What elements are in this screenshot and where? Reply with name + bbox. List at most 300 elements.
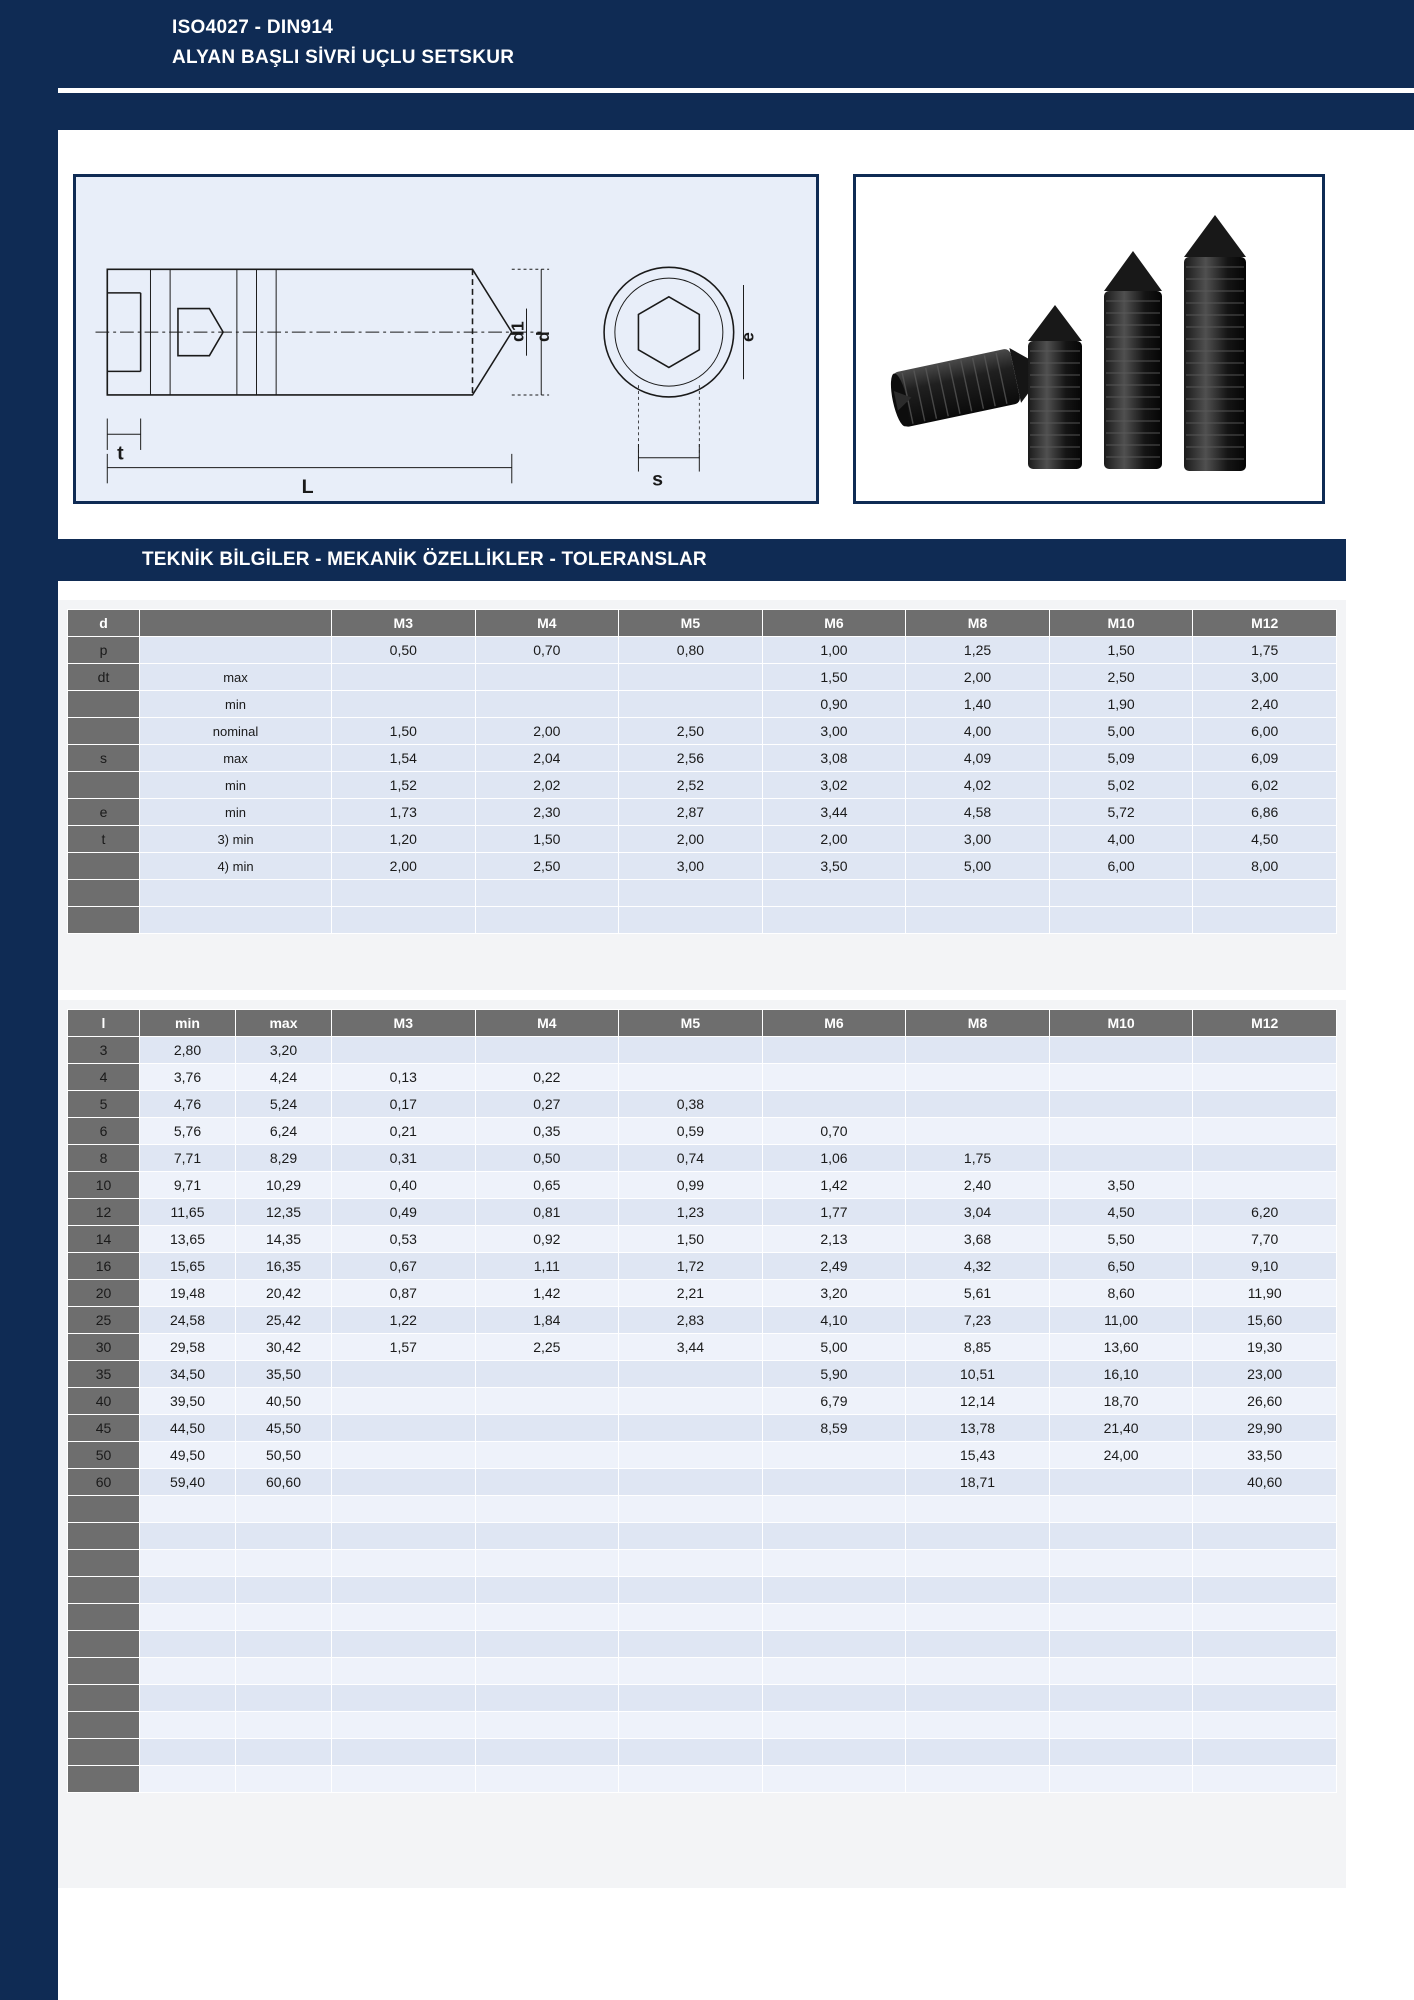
table-cell: 12,14 — [906, 1388, 1050, 1415]
row-sublabel: min — [140, 772, 332, 799]
table-header-row — [68, 610, 1337, 637]
row-label: 35 — [68, 1361, 140, 1388]
table-cell — [762, 880, 906, 907]
table-cell — [332, 1388, 476, 1415]
length-table-container — [58, 1000, 1346, 1888]
table-cell: 33,50 — [1193, 1442, 1337, 1469]
table-cell — [619, 664, 763, 691]
table-cell: 0,13 — [332, 1064, 476, 1091]
table-cell — [332, 1469, 476, 1496]
table-row — [68, 1388, 1337, 1415]
table-cell: 1,54 — [332, 745, 476, 772]
row-label: s — [68, 745, 140, 772]
table-cell — [1193, 1739, 1337, 1766]
table-cell — [619, 907, 763, 934]
table-header-cell: M4 — [475, 610, 619, 637]
table-cell: 2,50 — [1049, 664, 1193, 691]
table-cell: 2,49 — [762, 1253, 906, 1280]
table-cell: 0,59 — [619, 1118, 763, 1145]
table-row — [68, 826, 1337, 853]
table-cell: 1,50 — [762, 664, 906, 691]
table-cell — [619, 1361, 763, 1388]
table-cell: 3,00 — [906, 826, 1050, 853]
table-row — [68, 1496, 1337, 1523]
table-cell: 1,75 — [906, 1145, 1050, 1172]
table-cell: 2,83 — [619, 1307, 763, 1334]
table-cell-max — [236, 1739, 332, 1766]
table-cell-min: 4,76 — [140, 1091, 236, 1118]
table-cell: 15,43 — [906, 1442, 1050, 1469]
table-header-cell: min — [140, 1010, 236, 1037]
table-cell — [906, 1577, 1050, 1604]
table-cell — [332, 1442, 476, 1469]
table-cell — [1193, 907, 1337, 934]
table-cell — [1049, 907, 1193, 934]
header-underbar — [58, 93, 1414, 130]
table-cell — [619, 1037, 763, 1064]
table-row — [68, 799, 1337, 826]
table-cell-max — [236, 1550, 332, 1577]
row-label — [68, 1685, 140, 1712]
row-label — [68, 718, 140, 745]
table-cell — [332, 1361, 476, 1388]
drawing-label-t: t — [117, 442, 124, 465]
table-cell: 13,78 — [906, 1415, 1050, 1442]
table-cell: 1,73 — [332, 799, 476, 826]
table-cell: 0,50 — [332, 637, 476, 664]
table-cell: 3,08 — [762, 745, 906, 772]
table-header-cell: M3 — [332, 610, 476, 637]
table-cell: 2,00 — [906, 664, 1050, 691]
table-cell: 2,40 — [1193, 691, 1337, 718]
table-header-cell: M6 — [762, 1010, 906, 1037]
table-cell: 1,57 — [332, 1334, 476, 1361]
table-header-row — [68, 1010, 1337, 1037]
header-title-line-2: ALYAN BAŞLI SİVRİ UÇLU SETSKUR — [172, 47, 515, 68]
table-cell-min: 3,76 — [140, 1064, 236, 1091]
table-cell: 2,87 — [619, 799, 763, 826]
table-row — [68, 1199, 1337, 1226]
table-cell — [906, 1712, 1050, 1739]
table-cell — [619, 1766, 763, 1793]
table-cell — [1193, 1118, 1337, 1145]
table-cell: 19,30 — [1193, 1334, 1337, 1361]
row-label: p — [68, 637, 140, 664]
table-cell — [762, 1739, 906, 1766]
table-cell — [619, 1685, 763, 1712]
table-cell-min: 2,80 — [140, 1037, 236, 1064]
table-cell-min: 24,58 — [140, 1307, 236, 1334]
table-row — [68, 1172, 1337, 1199]
table-row — [68, 1415, 1337, 1442]
table-cell: 1,42 — [762, 1172, 906, 1199]
table-cell: 3,50 — [1049, 1172, 1193, 1199]
table-cell: 6,20 — [1193, 1199, 1337, 1226]
row-label — [68, 907, 140, 934]
table-cell: 1,40 — [906, 691, 1050, 718]
table-cell-max: 14,35 — [236, 1226, 332, 1253]
table-cell: 4,10 — [762, 1307, 906, 1334]
table-cell: 13,60 — [1049, 1334, 1193, 1361]
table-cell — [475, 907, 619, 934]
row-label — [68, 772, 140, 799]
table-cell: 0,90 — [762, 691, 906, 718]
table-header-cell: l — [68, 1010, 140, 1037]
table-cell-max — [236, 1496, 332, 1523]
table-cell: 0,35 — [475, 1118, 619, 1145]
table-row — [68, 1280, 1337, 1307]
table-row — [68, 1091, 1337, 1118]
table-row — [68, 1631, 1337, 1658]
table-cell-max — [236, 1631, 332, 1658]
table-cell — [1193, 1766, 1337, 1793]
table-cell — [1193, 1577, 1337, 1604]
table-cell — [1049, 1685, 1193, 1712]
table-cell — [762, 1604, 906, 1631]
row-sublabel — [140, 637, 332, 664]
table-row — [68, 745, 1337, 772]
table-cell: 29,90 — [1193, 1415, 1337, 1442]
table-cell — [1049, 1766, 1193, 1793]
table-cell-min: 59,40 — [140, 1469, 236, 1496]
table-cell: 0,49 — [332, 1199, 476, 1226]
table-cell: 2,02 — [475, 772, 619, 799]
table-cell — [619, 1577, 763, 1604]
table-row — [68, 1226, 1337, 1253]
table-row — [68, 637, 1337, 664]
table-cell — [332, 907, 476, 934]
row-label: 12 — [68, 1199, 140, 1226]
table-cell — [1193, 1091, 1337, 1118]
table-cell-max: 50,50 — [236, 1442, 332, 1469]
drawing-label-L: L — [301, 476, 314, 499]
table-cell: 18,70 — [1049, 1388, 1193, 1415]
table-cell — [762, 1550, 906, 1577]
table-cell: 3,20 — [762, 1280, 906, 1307]
table-cell: 23,00 — [1193, 1361, 1337, 1388]
product-photo-figure — [853, 174, 1325, 504]
document-header — [58, 0, 1414, 88]
table-cell: 0,87 — [332, 1280, 476, 1307]
table-cell — [475, 1685, 619, 1712]
table-cell-min: 49,50 — [140, 1442, 236, 1469]
table-cell: 6,86 — [1193, 799, 1337, 826]
table-row — [68, 1604, 1337, 1631]
table-row — [68, 1334, 1337, 1361]
table-cell: 11,90 — [1193, 1280, 1337, 1307]
table-cell — [475, 1415, 619, 1442]
table-cell — [1049, 1739, 1193, 1766]
row-sublabel: nominal — [140, 718, 332, 745]
table-cell-max: 5,24 — [236, 1091, 332, 1118]
table-cell: 5,50 — [1049, 1226, 1193, 1253]
row-sublabel: 3) min — [140, 826, 332, 853]
row-sublabel: min — [140, 691, 332, 718]
table-row — [68, 880, 1337, 907]
table-header-cell: M5 — [619, 610, 763, 637]
table-cell: 16,10 — [1049, 1361, 1193, 1388]
table-cell — [1193, 880, 1337, 907]
table-cell — [475, 1442, 619, 1469]
table-cell — [906, 1118, 1050, 1145]
table-cell-min: 34,50 — [140, 1361, 236, 1388]
table-cell — [619, 1604, 763, 1631]
table-cell: 7,23 — [906, 1307, 1050, 1334]
table-cell: 8,59 — [762, 1415, 906, 1442]
left-accent-bar — [0, 0, 58, 2000]
table-cell — [619, 1631, 763, 1658]
table-cell: 3,00 — [1193, 664, 1337, 691]
table-cell-max — [236, 1685, 332, 1712]
table-cell — [1193, 1550, 1337, 1577]
table-cell: 1,75 — [1193, 637, 1337, 664]
table-cell — [332, 1766, 476, 1793]
table-cell — [1193, 1604, 1337, 1631]
table-cell — [619, 1496, 763, 1523]
table-cell: 0,92 — [475, 1226, 619, 1253]
table-cell — [332, 1550, 476, 1577]
row-sublabel: max — [140, 745, 332, 772]
row-label — [68, 691, 140, 718]
table-cell — [906, 1658, 1050, 1685]
table-cell-min — [140, 1577, 236, 1604]
table-cell-min — [140, 1739, 236, 1766]
table-cell: 0,50 — [475, 1145, 619, 1172]
row-label — [68, 1577, 140, 1604]
table-cell: 2,25 — [475, 1334, 619, 1361]
table-cell-max — [236, 1604, 332, 1631]
row-label: 30 — [68, 1334, 140, 1361]
table-cell: 0,80 — [619, 637, 763, 664]
table-header-cell: M3 — [332, 1010, 476, 1037]
table-row — [68, 1037, 1337, 1064]
table-cell — [762, 1766, 906, 1793]
table-cell-min — [140, 1550, 236, 1577]
table-row — [68, 1523, 1337, 1550]
table-cell — [762, 1064, 906, 1091]
table-cell: 2,50 — [475, 853, 619, 880]
table-cell: 0,70 — [475, 637, 619, 664]
section-title-bar — [58, 539, 1346, 581]
table-cell: 2,00 — [475, 718, 619, 745]
table-cell — [332, 1631, 476, 1658]
table-cell: 8,00 — [1193, 853, 1337, 880]
table-row — [68, 907, 1337, 934]
table-cell-min: 13,65 — [140, 1226, 236, 1253]
table-cell — [906, 1037, 1050, 1064]
table-header-cell: M12 — [1193, 1010, 1337, 1037]
table-cell: 3,68 — [906, 1226, 1050, 1253]
table-cell: 10,51 — [906, 1361, 1050, 1388]
table-cell: 0,38 — [619, 1091, 763, 1118]
table-cell: 0,17 — [332, 1091, 476, 1118]
table-cell — [1049, 880, 1193, 907]
table-cell: 2,52 — [619, 772, 763, 799]
table-cell-min: 29,58 — [140, 1334, 236, 1361]
table-cell — [906, 1523, 1050, 1550]
section-title-text: TEKNİK BİLGİLER - MEKANİK ÖZELLİKLER - TOLERANSLAR — [142, 549, 707, 570]
technical-specs-table-container — [58, 600, 1346, 990]
table-cell: 2,21 — [619, 1280, 763, 1307]
table-cell-min — [140, 1496, 236, 1523]
row-sublabel — [140, 880, 332, 907]
table-cell-min: 19,48 — [140, 1280, 236, 1307]
table-cell-min: 9,71 — [140, 1172, 236, 1199]
table-row — [68, 1685, 1337, 1712]
table-row — [68, 1307, 1337, 1334]
table-header-cell: M12 — [1193, 610, 1337, 637]
table-cell: 2,00 — [619, 826, 763, 853]
table-cell: 1,50 — [475, 826, 619, 853]
table-cell: 6,79 — [762, 1388, 906, 1415]
table-cell: 1,50 — [332, 718, 476, 745]
table-cell-max: 40,50 — [236, 1388, 332, 1415]
table-cell: 9,10 — [1193, 1253, 1337, 1280]
table-cell-max: 16,35 — [236, 1253, 332, 1280]
table-cell: 5,00 — [1049, 718, 1193, 745]
table-cell: 4,50 — [1049, 1199, 1193, 1226]
table-cell-max — [236, 1658, 332, 1685]
row-label — [68, 1739, 140, 1766]
table-row — [68, 691, 1337, 718]
table-cell: 2,30 — [475, 799, 619, 826]
row-label: 8 — [68, 1145, 140, 1172]
table-cell — [619, 880, 763, 907]
table-cell-max — [236, 1766, 332, 1793]
row-label: t — [68, 826, 140, 853]
table-row — [68, 664, 1337, 691]
table-cell: 5,00 — [762, 1334, 906, 1361]
table-cell — [332, 1415, 476, 1442]
table-cell: 1,06 — [762, 1145, 906, 1172]
table-cell — [906, 1766, 1050, 1793]
table-cell — [906, 1739, 1050, 1766]
table-cell: 1,90 — [1049, 691, 1193, 718]
table-cell-max — [236, 1712, 332, 1739]
row-label: e — [68, 799, 140, 826]
table-cell: 1,25 — [906, 637, 1050, 664]
row-label: 25 — [68, 1307, 140, 1334]
table-cell — [906, 880, 1050, 907]
table-cell: 0,21 — [332, 1118, 476, 1145]
table-cell: 1,00 — [762, 637, 906, 664]
row-sublabel: min — [140, 799, 332, 826]
table-cell: 1,72 — [619, 1253, 763, 1280]
table-cell: 3,50 — [762, 853, 906, 880]
table-cell — [475, 1388, 619, 1415]
drawing-label-s: s — [652, 468, 664, 491]
table-cell — [906, 907, 1050, 934]
table-row — [68, 1658, 1337, 1685]
table-cell: 0,99 — [619, 1172, 763, 1199]
table-cell: 6,00 — [1049, 853, 1193, 880]
table-cell-min — [140, 1658, 236, 1685]
table-cell: 6,00 — [1193, 718, 1337, 745]
table-header-cell: M5 — [619, 1010, 763, 1037]
drawing-label-e: e — [737, 332, 758, 342]
table-cell: 0,22 — [475, 1064, 619, 1091]
table-cell: 7,70 — [1193, 1226, 1337, 1253]
table-cell: 0,40 — [332, 1172, 476, 1199]
header-title-line-1: ISO4027 - DIN914 — [172, 17, 334, 38]
table-cell — [475, 1658, 619, 1685]
table-row — [68, 1712, 1337, 1739]
drawing-label-d1: d1 — [507, 321, 528, 342]
table-cell — [475, 1712, 619, 1739]
table-cell — [619, 1469, 763, 1496]
table-header-cell: M10 — [1049, 610, 1193, 637]
table-cell-min — [140, 1631, 236, 1658]
table-cell — [1193, 1172, 1337, 1199]
table-row — [68, 1442, 1337, 1469]
table-cell-min: 44,50 — [140, 1415, 236, 1442]
table-cell — [1193, 1658, 1337, 1685]
table-cell — [475, 1739, 619, 1766]
table-cell: 3,44 — [619, 1334, 763, 1361]
table-cell — [332, 1577, 476, 1604]
table-cell — [332, 1604, 476, 1631]
table-cell: 0,27 — [475, 1091, 619, 1118]
table-cell: 0,31 — [332, 1145, 476, 1172]
table-cell — [475, 1496, 619, 1523]
table-row — [68, 1064, 1337, 1091]
technical-drawing-figure — [73, 174, 819, 504]
table-cell: 4,00 — [906, 718, 1050, 745]
table-cell: 5,09 — [1049, 745, 1193, 772]
table-cell: 3,00 — [762, 718, 906, 745]
table-cell: 1,23 — [619, 1199, 763, 1226]
table-cell — [1193, 1631, 1337, 1658]
table-cell — [1049, 1091, 1193, 1118]
table-cell-max: 20,42 — [236, 1280, 332, 1307]
table-cell: 8,85 — [906, 1334, 1050, 1361]
table-cell: 15,60 — [1193, 1307, 1337, 1334]
table-cell: 4,00 — [1049, 826, 1193, 853]
table-cell: 2,04 — [475, 745, 619, 772]
row-label: 40 — [68, 1388, 140, 1415]
row-sublabel — [140, 907, 332, 934]
table-cell — [762, 1658, 906, 1685]
table-cell — [332, 1685, 476, 1712]
table-cell: 3,44 — [762, 799, 906, 826]
table-cell: 1,50 — [1049, 637, 1193, 664]
table-header-cell: M6 — [762, 610, 906, 637]
table-cell — [619, 1550, 763, 1577]
table-cell — [1049, 1145, 1193, 1172]
table-cell-max: 45,50 — [236, 1415, 332, 1442]
table-cell: 40,60 — [1193, 1469, 1337, 1496]
table-cell-max — [236, 1577, 332, 1604]
table-cell: 4,50 — [1193, 826, 1337, 853]
table-cell: 26,60 — [1193, 1388, 1337, 1415]
table-cell — [619, 1388, 763, 1415]
table-cell: 3,04 — [906, 1199, 1050, 1226]
table-cell — [475, 1604, 619, 1631]
table-cell: 4,09 — [906, 745, 1050, 772]
technical-drawing-svg — [76, 177, 816, 501]
table-row — [68, 853, 1337, 880]
table-cell — [906, 1631, 1050, 1658]
table-cell — [1193, 1496, 1337, 1523]
table-cell: 2,40 — [906, 1172, 1050, 1199]
table-cell-max: 6,24 — [236, 1118, 332, 1145]
table-cell — [1049, 1523, 1193, 1550]
row-label — [68, 1604, 140, 1631]
row-label — [68, 1550, 140, 1577]
table-cell — [1049, 1469, 1193, 1496]
row-label — [68, 1658, 140, 1685]
table-cell — [1049, 1037, 1193, 1064]
